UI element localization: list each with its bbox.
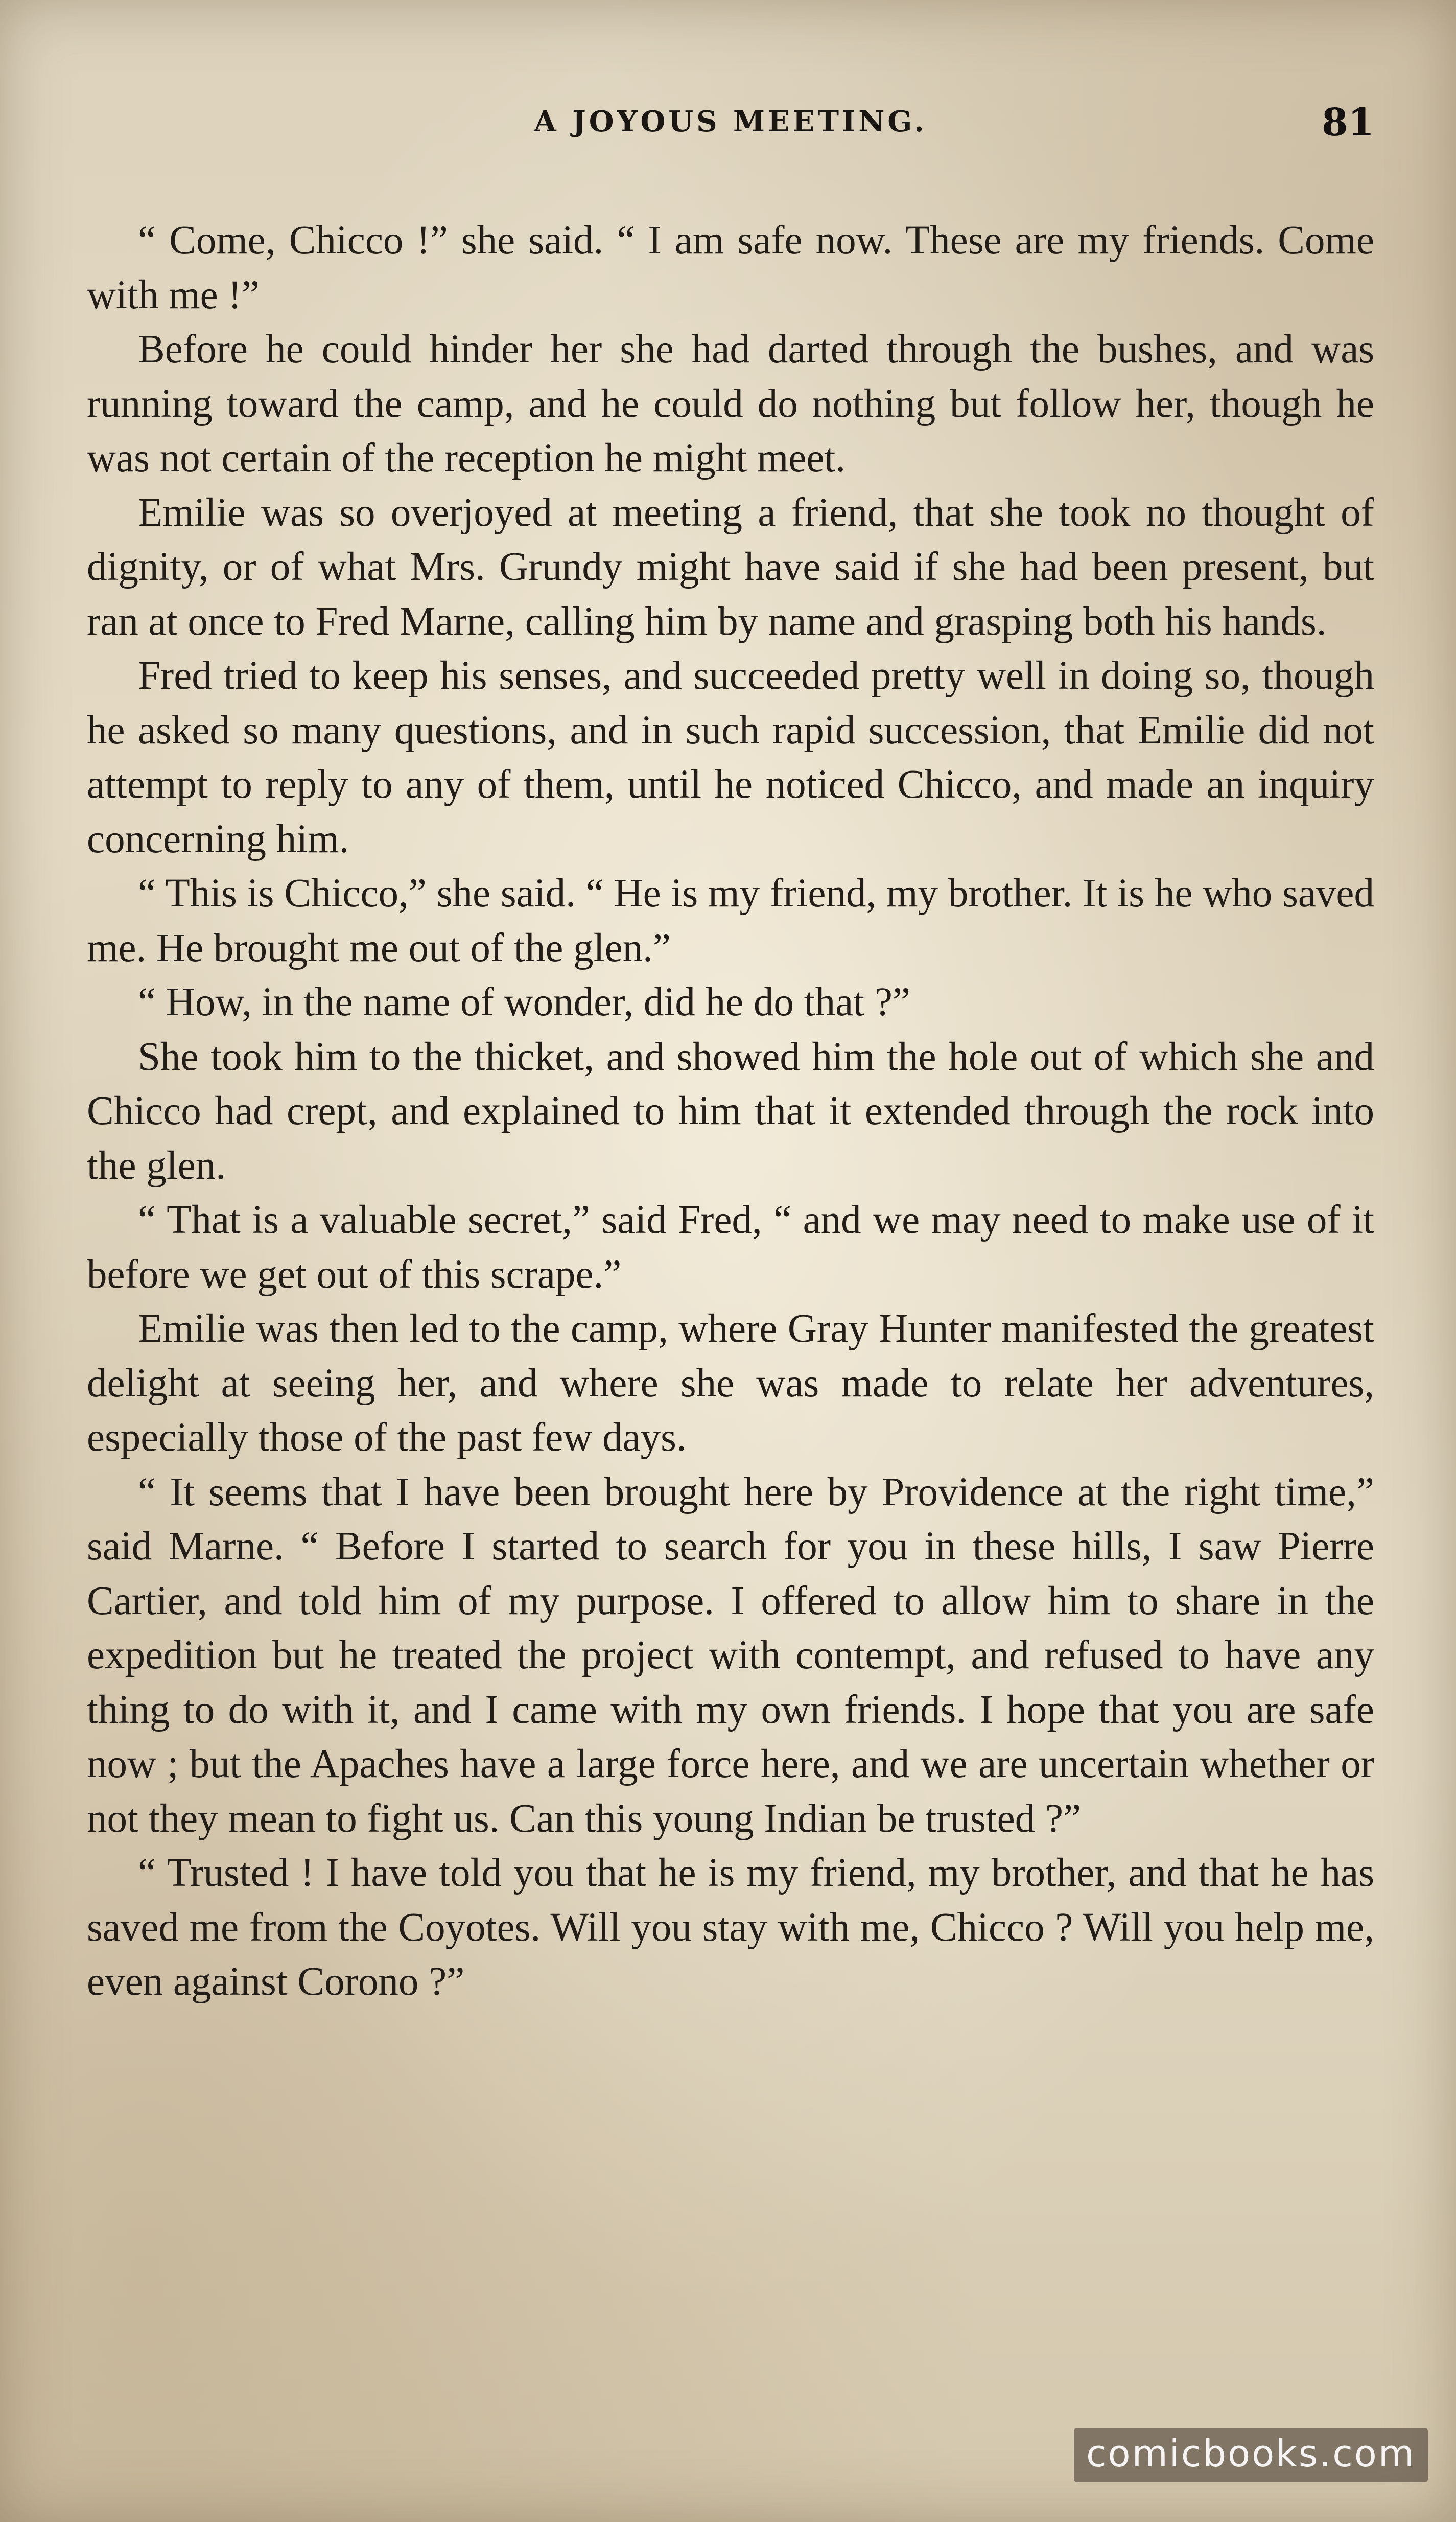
paragraph: “ It seems that I have been brought here by Providence at the right time,” said Marne. “ Before I started to search for you in these hills, I saw Pierre Cartier, and told him of my purpose. I offered to allow him to share in the expedition but he treated the project with contempt, and refused to have any thing to do with it, and I came with my own friends. I hope that you are safe now ; but the Apaches have a large force here, and we are uncertain whether or not they mean to fight us. Can this young Indian be trusted ?” — [87, 1469, 1374, 1841]
paragraph: “ Trusted ! I have told you that he is my friend, my brother, and that he has saved me from the Coyotes. Will you stay with me, Chicco ? Will you help me, even against Corono ?” — [87, 1851, 1374, 2004]
paragraph: “ How, in the name of wonder, did he do that ?” — [138, 980, 910, 1024]
paragraph: Before he could hinder her she had darted through the bushes, and was running toward the camp, and he could do nothing but follow her, though he was not certain of the reception he might meet. — [87, 327, 1374, 480]
running-head: A JOYOUS MEETING. — [534, 105, 927, 138]
page-number: 81 — [1322, 101, 1374, 145]
paragraph: Emilie was so overjoyed at meeting a friend, that she took no thought of dignity, or of what Mrs. Grundy might have said if she had been present, but ran at once to Fred Marne, calling him by name and grasping both his hands. — [87, 490, 1374, 644]
paragraph: She took him to the thicket, and showed him the hole out of which she and Chicco had crept, and explained to him that it extended through the rock into the glen. — [87, 1034, 1374, 1188]
watermark: comicbooks.com — [1074, 2428, 1428, 2482]
body-text — [87, 214, 1374, 2010]
paragraph: Emilie was then led to the camp, where Gray Hunter manifested the greatest delight at seeing her, and where she was made to relate her adventures, especially those of the past few days. — [87, 1306, 1374, 1460]
page-header — [87, 101, 1374, 161]
paragraph: “ That is a valuable secret,” said Fred, “ and we may need to make use of it before we get out of this scrape.” — [87, 1198, 1374, 1297]
paragraph: Fred tried to keep his senses, and succeeded pretty well in doing so, though he asked so many questions, and in such rapid succession, that Emilie did not attempt to reply to any of them, until he noticed Chicco, and made an inquiry concerning him. — [87, 653, 1374, 861]
paragraph: “ Come, Chicco !” she said. “ I am safe now. These are my friends. Come with me !” — [87, 218, 1374, 317]
paragraph: “ This is Chicco,” she said. “ He is my friend, my brother. It is he who saved me. He brought me out of the glen.” — [87, 871, 1374, 970]
